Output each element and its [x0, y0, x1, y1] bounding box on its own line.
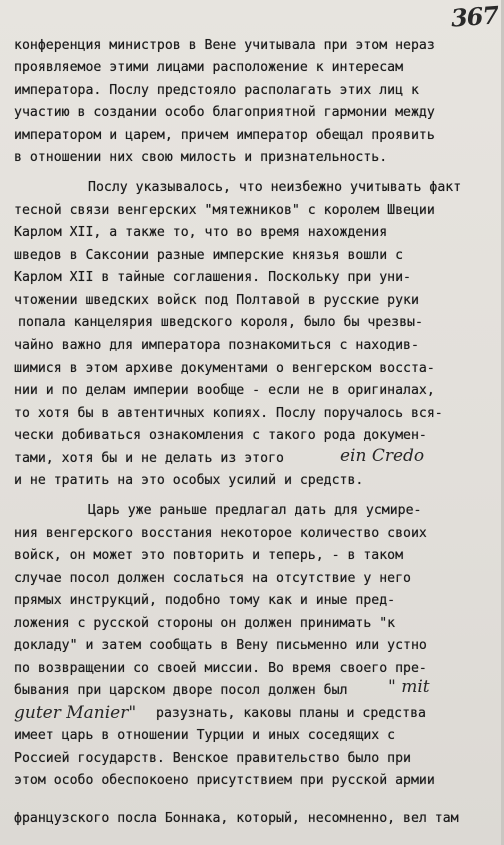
text-line: нии и по делам империи вообще - если не в оригиналах,: [14, 383, 435, 398]
text-line: участию в создании особо благоприятной гармонии между: [14, 105, 435, 120]
handwritten-margin-note: ein Credo: [340, 446, 425, 466]
text-line: этом особо обеспокоено присутствием при русской армии: [14, 773, 435, 788]
text-line: Карлом XII, а также то, что во время нахождения: [14, 225, 388, 240]
text-line: докладу" и затем сообщать в Вену письменно или устно: [14, 638, 427, 653]
text-line: прямых инструкций, подобно тому как и иные пред-: [14, 593, 396, 608]
text-line: императора. Послу предстояло располагать этих лиц к: [14, 83, 419, 98]
text-line: тесной связи венгерских "мятежников" с королем Швеции: [14, 203, 435, 218]
text-line: чтожении шведских войск под Полтавой в русские руки: [14, 293, 419, 308]
text-line: Царь уже раньше предлагал дать для усмире-: [88, 503, 422, 518]
text-line: попала канцелярия шведского короля, было бы чрезвы-: [18, 315, 423, 330]
text-line: то хотя бы в автентичных копиях. Послу поручалось вся-: [14, 406, 443, 421]
text-line: Россией государств. Венское правительство было при: [14, 751, 411, 766]
text-line: ложения с русской стороны он должен принимать "к: [14, 616, 396, 631]
handwritten-insertion: " mit: [388, 677, 430, 697]
text-line: бывания при царском дворе посол должен был: [14, 683, 348, 698]
text-line: в отношении них свою милость и признательность.: [14, 150, 388, 165]
text-line: шимися в этом архиве документами о венгерском восста-: [14, 361, 435, 376]
text-line: войск, он может это повторить и теперь, - в таком: [14, 548, 404, 563]
text-line: проявляемое этими лицами расположение к интересам: [14, 60, 404, 75]
text-line: императором и царем, причем император обещал проявить: [14, 128, 435, 143]
text-line: имеет царь в отношении Турции и иных соседящих с: [14, 728, 396, 743]
page-number: 367: [449, 0, 499, 33]
text-line: тами, хотя бы и не делать из этого: [14, 451, 284, 466]
text-line: ния венгерского восстания некоторое количество своих: [14, 526, 427, 541]
text-line: чайно важно для императора познакомиться с находив-: [14, 338, 419, 353]
text-line: конференция министров в Вене учитывала при этом нераз: [14, 38, 435, 53]
text-line: чески добиваться ознакомления с такого рода докумен-: [14, 428, 427, 443]
text-line: Карлом XII в тайные соглашения. Поскольку при уни-: [14, 270, 411, 285]
text-line: шведов в Саксонии разные имперские князья вошли с: [14, 248, 404, 263]
text-line: разузнать, каковы планы и средства: [156, 706, 426, 721]
text-line: по возвращении со своей миссии. Во время своего пре-: [14, 661, 427, 676]
text-line: Послу указывалось, что неизбежно учитывать факт: [88, 180, 462, 195]
text-line: французского посла Боннака, который, несомненно, вел там: [14, 811, 459, 826]
handwritten-insertion: guter Manier": [14, 703, 137, 723]
text-line: и не тратить на это особых усилий и средств.: [14, 473, 364, 488]
text-line: случае посол должен сослаться на отсутствие у него: [14, 571, 411, 586]
